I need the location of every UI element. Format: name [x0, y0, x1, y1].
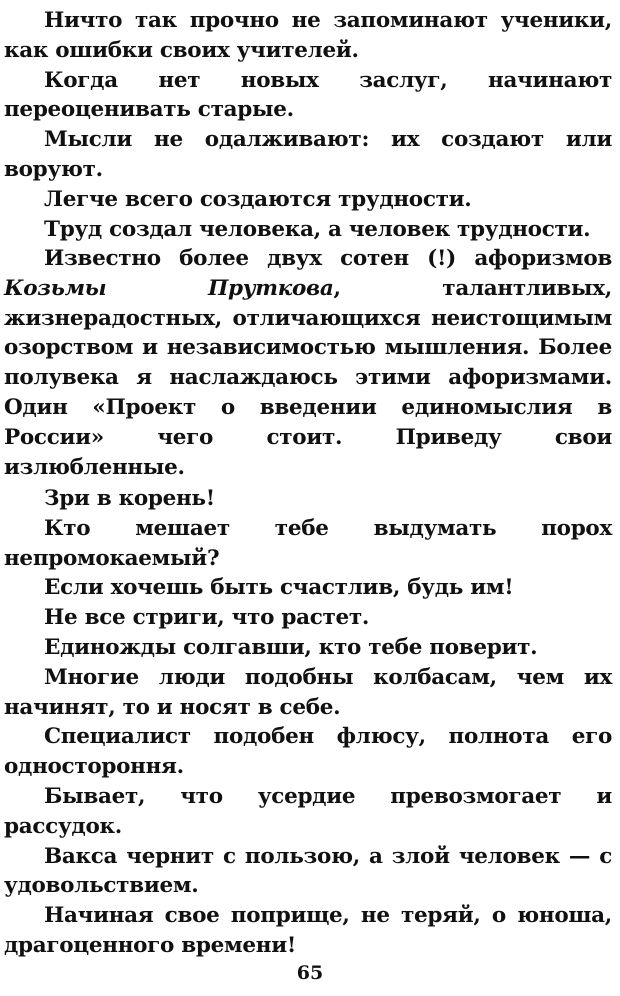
- aphorisms-section-prutkov: [4, 484, 612, 961]
- aphorism: Не все стриги, что растет.: [44, 605, 370, 631]
- aphorism: Начиная свое поприще, не теряй, о юноша, драгоценного времени!: [4, 903, 612, 958]
- aphorism: Если хочешь быть счастлив, будь им!: [44, 575, 514, 601]
- aphorism: Специалист подобен флюсу, полнота его одностороння.: [4, 724, 612, 780]
- intro-text: Известно более двух сотен (!) афоризмов: [44, 246, 612, 271]
- intro-paragraph: [4, 244, 612, 482]
- aphorisms-section-own: [4, 6, 612, 244]
- aphorism: Легче всего создаются трудности.: [44, 186, 472, 212]
- aphorism: Зри в корень!: [44, 486, 215, 511]
- page-number: 65: [296, 962, 324, 984]
- aphorism: Мысли не одалживают: их создают или воруют.: [4, 127, 612, 182]
- prutkov-intro-paragraph: [4, 244, 612, 482]
- author-name: Козьмы Пруткова: [4, 275, 334, 301]
- aphorism: Бывает, что усердие превозмогает и рассудок.: [4, 783, 612, 839]
- aphorism: Единожды солгавши, кто тебе поверит.: [44, 634, 538, 660]
- aphorism: Кто мешает тебе выдумать порох непромокаемый?: [4, 515, 612, 571]
- aphorism: Когда нет новых заслуг, начинают переоценивать старые.: [4, 67, 612, 123]
- aphorism: Труд создал человека, а человек трудности.: [44, 216, 591, 242]
- intro-rest: , талантливых, жизнерадостных, отличающихся неистощимым озорством и независимостью мышления. Более полувека я наслаждаюсь этими афоризмами. Один «Проект о введении единомыслия в России» чего стоит. Приведу свои излюбленные.: [4, 275, 612, 480]
- aphorism: Ничто так прочно не запоминают ученики, как ошибки своих учителей.: [4, 8, 612, 63]
- aphorism: Многие люди подобны колбасам, чем их начинят, то и носят в себе.: [4, 664, 612, 720]
- aphorism: Вакса чернит с пользою, а злой человек — с удовольствием.: [4, 843, 612, 899]
